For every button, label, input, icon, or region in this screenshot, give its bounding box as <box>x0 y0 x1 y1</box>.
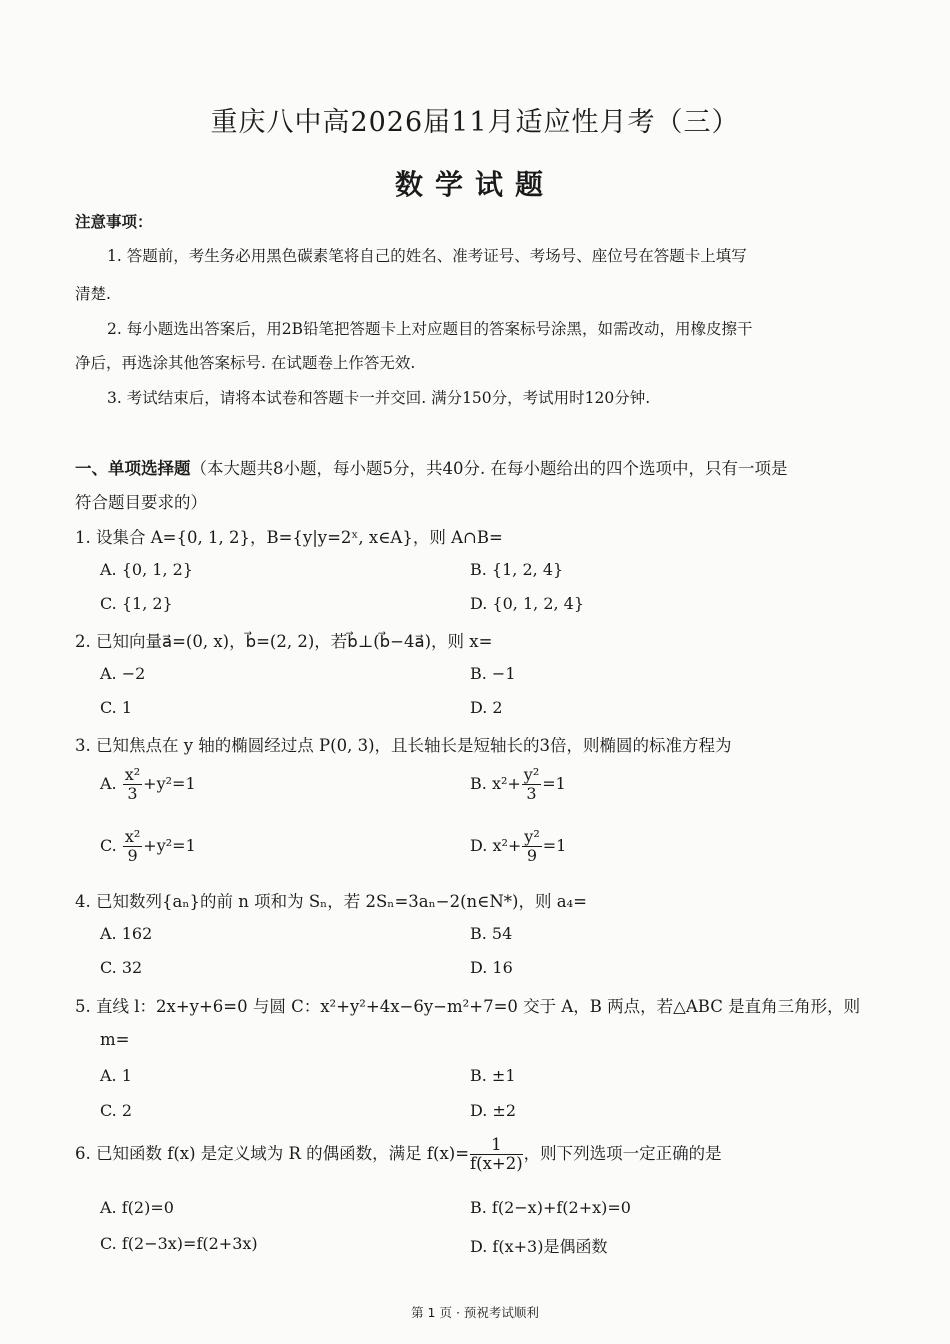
section-desc-cont: 符合题目要求的） <box>75 493 207 512</box>
page-footer: 第 1 页 · 预祝考试顺利 <box>411 1305 539 1320</box>
q6-option-c: C. f(2−3x)=f(2+3x) <box>100 1234 258 1253</box>
question-5-stem-cont: m= <box>100 1030 130 1049</box>
q5-option-c: C. 2 <box>100 1101 133 1120</box>
q6-fraction <box>470 1136 523 1173</box>
q3-option-b <box>470 766 566 803</box>
q6-stem-tail: ，则下列选项一定正确的是 <box>523 1144 722 1163</box>
q3-b-num: y² <box>523 765 540 784</box>
q2-option-d: D. 2 <box>470 698 503 717</box>
q3-d-fraction <box>522 828 541 865</box>
q3-d-head: x²+ <box>492 836 522 855</box>
q3-b-label: B. <box>470 774 487 793</box>
section-label: 一、单项选择题 <box>75 459 191 478</box>
notice-heading: 注意事项： <box>75 212 153 231</box>
q3-d-label: D. <box>470 836 488 855</box>
q3-b-tail: =1 <box>542 774 566 793</box>
question-2-stem: 2. 已知向量a⃗=(0, x)，b⃗=(2, 2)，若b⃗⊥(b⃗−4a⃗)，则 x= <box>75 632 493 651</box>
q5-option-d: D. ±2 <box>470 1101 517 1120</box>
q6-frac-num: 1 <box>470 1136 523 1155</box>
q3-b-head: x²+ <box>491 774 521 793</box>
q3-c-label: C. <box>100 836 117 855</box>
q3-d-den: 9 <box>526 846 538 865</box>
q2-option-c: C. 1 <box>100 698 133 717</box>
q3-option-d <box>470 828 566 865</box>
q3-a-fraction <box>123 766 142 803</box>
notice-item-2-cont: 净后，再选涂其他答案标号. 在试题卷上作答无效. <box>75 354 416 372</box>
q4-option-a: A. 162 <box>100 924 153 943</box>
q3-d-num: y² <box>524 827 540 846</box>
q1-option-b: B. {1, 2, 4} <box>470 560 564 579</box>
q3-b-den: 3 <box>526 784 537 803</box>
q1-option-c: C. {1, 2} <box>100 594 173 613</box>
section-heading <box>75 455 787 479</box>
q6-option-b: B. f(2−x)+f(2+x)=0 <box>470 1198 631 1217</box>
q2-option-b: B. −1 <box>470 664 516 683</box>
question-1-stem: 1. 设集合 A={0, 1, 2}，B={y|y=2ˣ, x∈A}，则 A∩B= <box>75 528 503 547</box>
q3-a-label: A. <box>100 774 117 793</box>
q1-option-a: A. {0, 1, 2} <box>100 560 193 579</box>
exam-subtitle: 数学试题 <box>394 168 555 201</box>
q5-option-a: A. 1 <box>100 1066 132 1085</box>
q3-d-tail: =1 <box>542 836 567 855</box>
notice-item-2: 2. 每小题选出答案后，用2B铅笔把答题卡上对应题目的答案标号涂黑，如需改动，用橡皮擦干 <box>107 320 753 338</box>
q3-c-fraction <box>123 828 142 865</box>
q6-option-a: A. f(2)=0 <box>100 1198 174 1217</box>
notice-item-1-cont: 清楚. <box>75 285 111 303</box>
q4-option-b: B. 54 <box>470 924 513 943</box>
question-6-stem <box>75 1136 722 1173</box>
q3-option-c <box>100 828 196 865</box>
q6-stem-head: 6. 已知函数 f(x) 是定义域为 R 的偶函数，满足 f(x)= <box>75 1144 470 1163</box>
question-4-stem: 4. 已知数列{aₙ}的前 n 项和为 Sₙ，若 2Sₙ=3aₙ−2(n∈N*)，则 a₄= <box>75 892 587 911</box>
notice-item-3: 3. 考试结束后，请将本试卷和答题卡一并交回. 满分150分，考试用时120分钟. <box>107 389 651 407</box>
q6-frac-den: f(x+2) <box>470 1154 523 1173</box>
q5-option-b: B. ±1 <box>470 1066 516 1085</box>
exam-title: 重庆八中高2026届11月适应性月考（三） <box>210 107 740 138</box>
section-desc: （本大题共8小题，每小题5分，共40分. 在每小题给出的四个选项中，只有一项是 <box>190 459 788 478</box>
q6-option-d: D. f(x+3)是偶函数 <box>470 1237 608 1256</box>
notice-item-1: 1. 答题前，考生务必用黑色碳素笔将自己的姓名、准考证号、考场号、座位号在答题卡上填写 <box>107 247 747 265</box>
q1-option-d: D. {0, 1, 2, 4} <box>470 594 585 613</box>
q3-b-fraction <box>522 766 541 803</box>
q4-option-c: C. 32 <box>100 958 143 977</box>
question-5-stem: 5. 直线 l：2x+y+6=0 与圆 C：x²+y²+4x−6y−m²+7=0 交于 A，B 两点，若△ABC 是直角三角形，则 <box>75 997 861 1016</box>
q3-c-den: 9 <box>127 846 138 865</box>
q3-c-tail: +y²=1 <box>143 836 196 855</box>
q2-option-a: A. −2 <box>100 664 146 683</box>
q3-a-num: x² <box>124 765 141 784</box>
q4-option-d: D. 16 <box>470 958 513 977</box>
question-3-stem: 3. 已知焦点在 y 轴的椭圆经过点 P(0, 3)，且长轴长是短轴长的3倍，则椭圆的标准方程为 <box>75 736 732 755</box>
q3-a-den: 3 <box>127 784 138 803</box>
q3-a-tail: +y²=1 <box>143 774 196 793</box>
q3-option-a <box>100 766 196 803</box>
q3-c-num: x² <box>124 827 141 846</box>
